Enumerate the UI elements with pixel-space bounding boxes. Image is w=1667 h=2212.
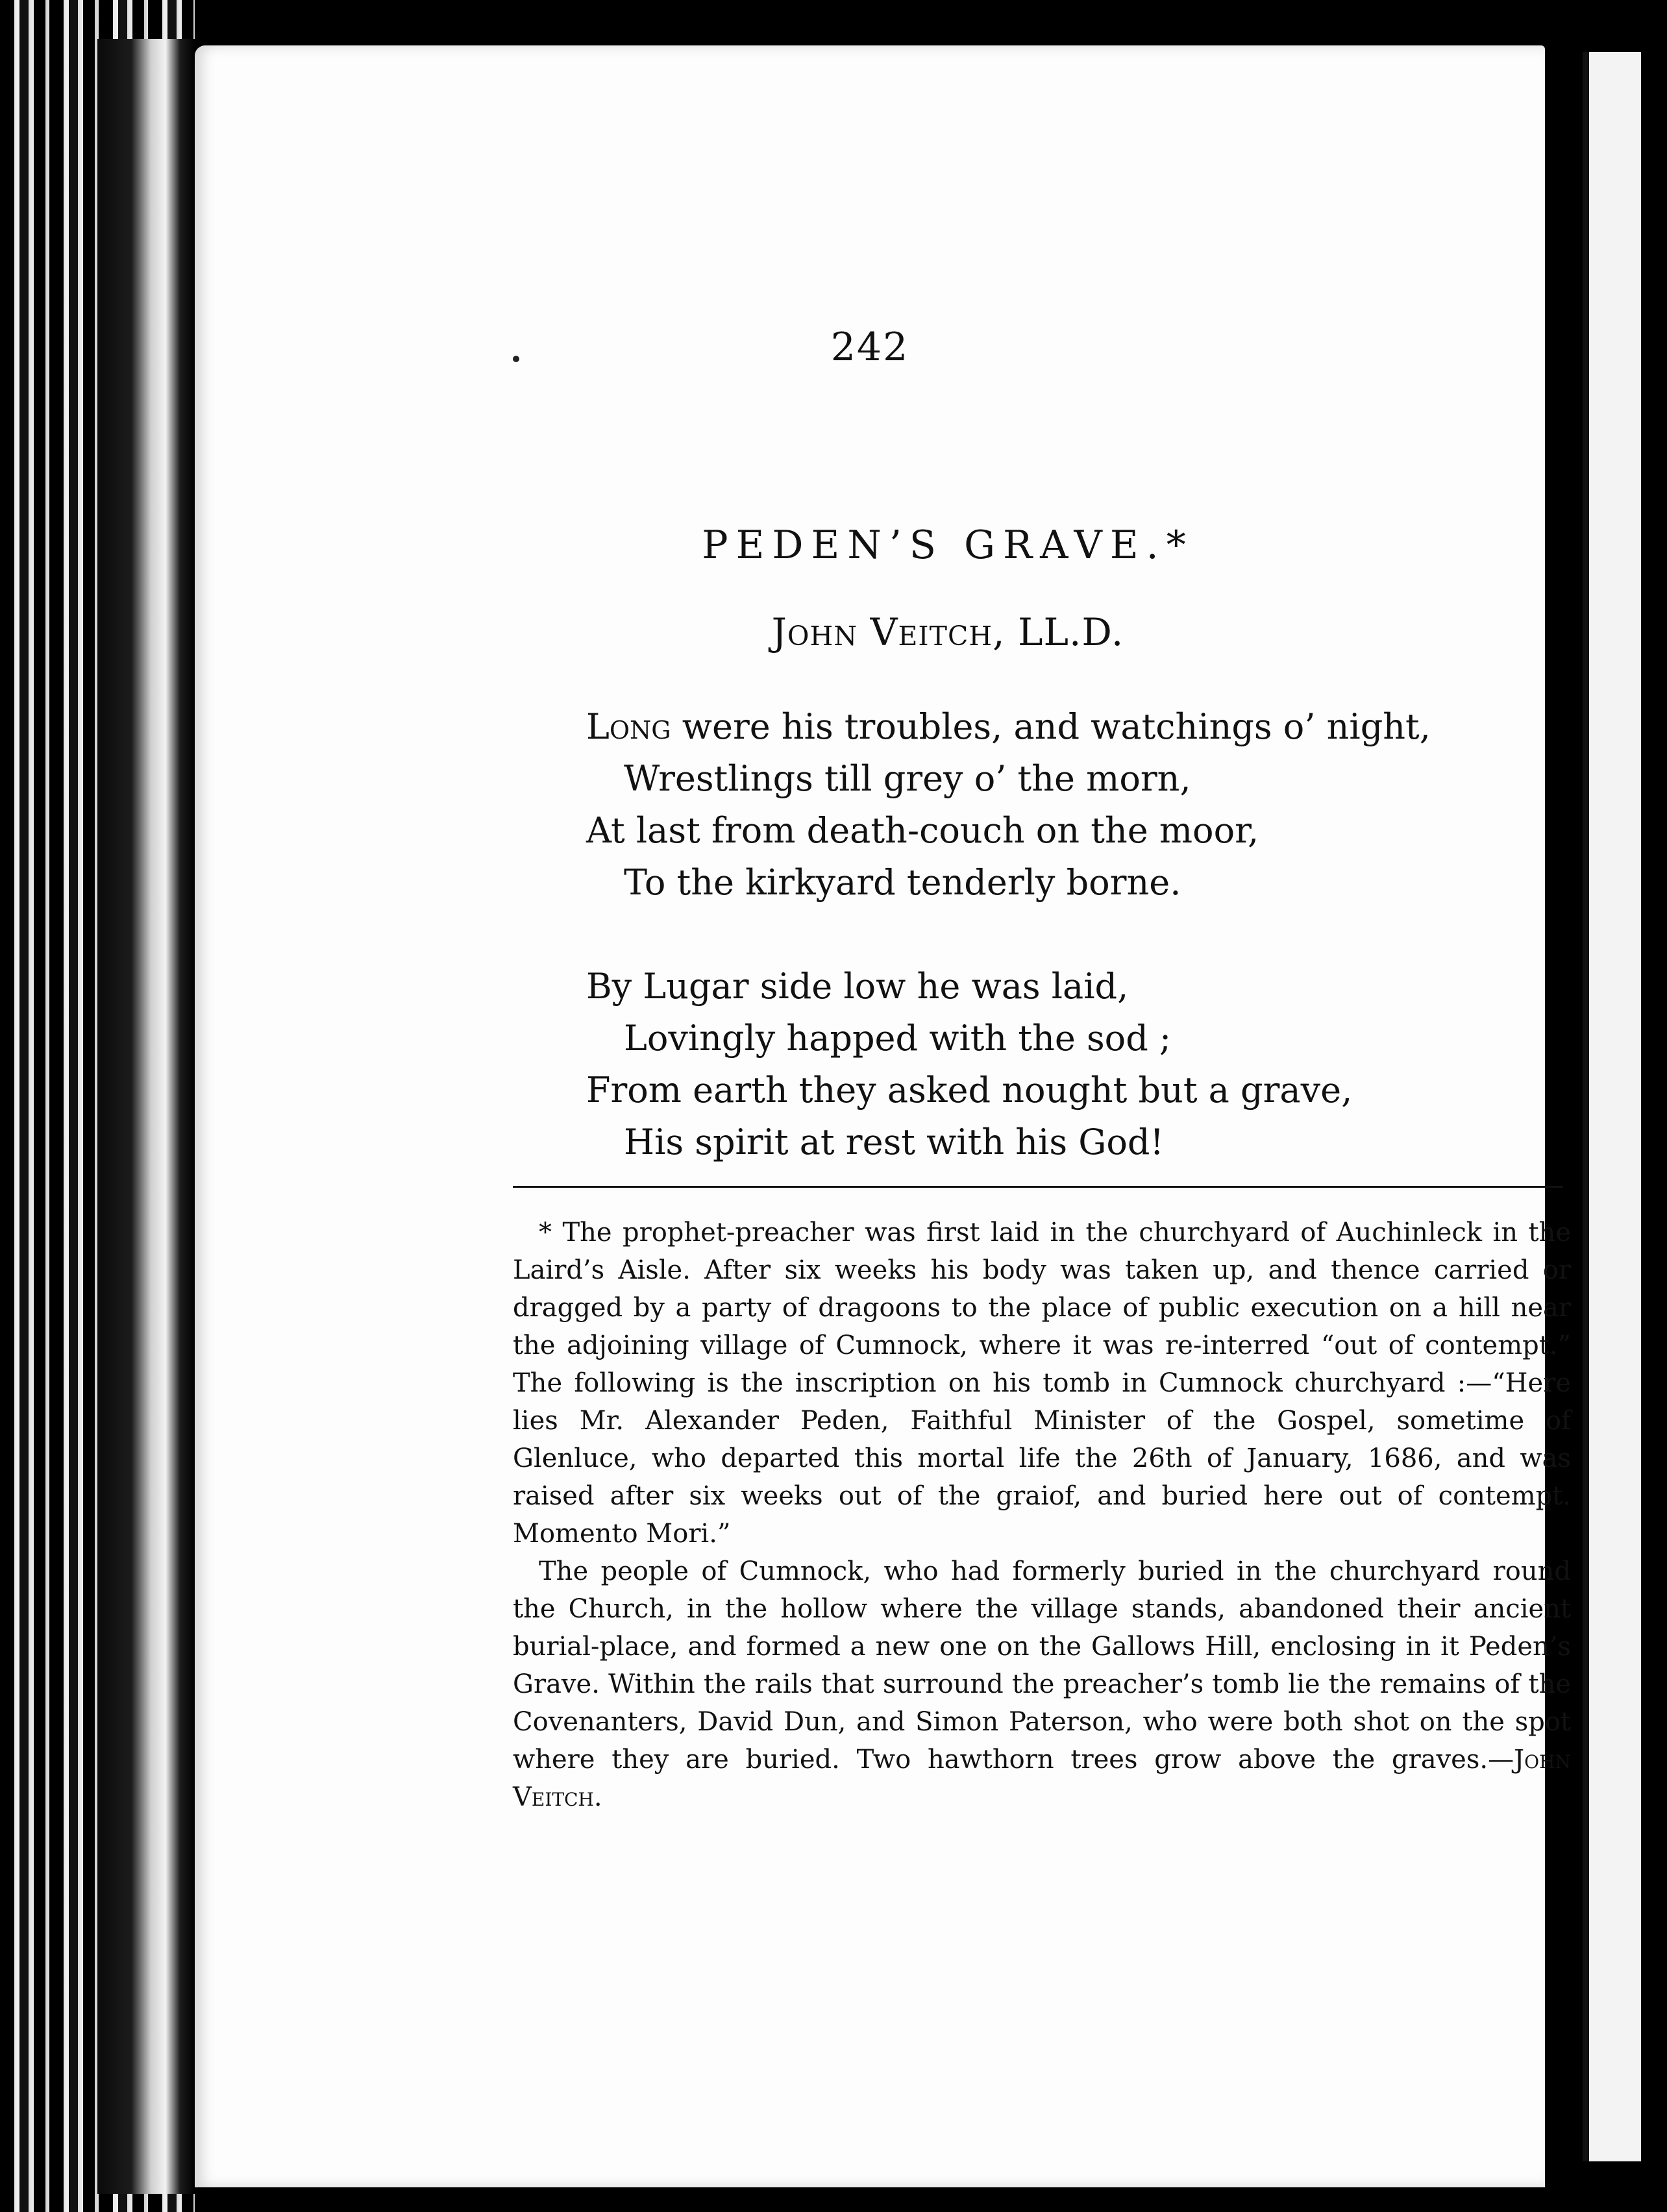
poem-line: [586, 701, 1560, 753]
facing-page-edge: [1557, 0, 1667, 2212]
poem-title: PEDEN’S GRAVE.*: [702, 522, 1194, 568]
poem-line: By Lugar side low he was laid,: [586, 966, 1129, 1007]
facing-page-sliver: [1583, 52, 1641, 2161]
page-stack-edge: [97, 39, 195, 2194]
footnote-paragraph: [513, 1553, 1571, 1816]
stanza: [586, 701, 1560, 909]
poem-line: Lovingly happed with the sod ;: [624, 1018, 1172, 1059]
stanza: [586, 961, 1560, 1168]
footnote-paragraph: * The prophet-preacher was first laid in the churchyard of Auchinleck in the Laird’s Aisle. After six weeks his body was taken up, and thence carried or dragged by a party of dragoons to the place of public execution on a hill near the adjoining village of Cumnock, where it was re-interred “out of contempt.” The following is the inscription on his tomb in Cumnock churchyard :—“Here lies Mr. Alexander Peden, Faithful Minister of the Gospel, sometime of Glenluce, who departed this mortal life the 26th of January, 1686, and was raised after six weeks out of the graiof, and buried here out of contempt. Momento Mori.”: [513, 1218, 1571, 1549]
poem-body: [586, 701, 1560, 1220]
book-spine-edge: [0, 0, 195, 2212]
footnote-divider: [513, 1186, 1563, 1188]
poem-line: Wrestlings till grey o’ the morn,: [624, 758, 1191, 799]
author-name: John Veitch,: [771, 610, 1006, 654]
footnote-text: The people of Cumnock, who had formerly buried in the churchyard round the Church, in the hollow where the village stands, abandoned their ancient burial-place, and formed a new one on the Gallows Hill, enclosing in it Peden’s Grave. Within the rails that surround the preacher’s tomb lie the remains of the Covenanters, David Dun, and Simon Paterson, who were both shot on the spot where they are buried. Two hawthorn trees grow above the graves.—: [513, 1556, 1571, 1775]
poem-author: [195, 610, 1545, 654]
footnote: [513, 1214, 1571, 1816]
drop-word: Long: [586, 706, 671, 747]
line-text: were his troubles, and watchings o’ night,: [671, 706, 1431, 747]
poem-line: At last from death-couch on the moor,: [586, 810, 1259, 851]
poem-line: From earth they asked nought but a grave,: [586, 1070, 1353, 1111]
page-number: 242: [830, 325, 909, 370]
scan-top-border: [0, 0, 1667, 45]
footnote-signature: John Veitch.: [513, 1745, 1571, 1812]
poem-line: To the kirkyard tenderly borne.: [624, 862, 1181, 903]
author-degree: LL.D.: [1017, 610, 1124, 654]
poem-line: His spirit at rest with his God!: [624, 1122, 1165, 1162]
book-page: [195, 45, 1571, 2187]
